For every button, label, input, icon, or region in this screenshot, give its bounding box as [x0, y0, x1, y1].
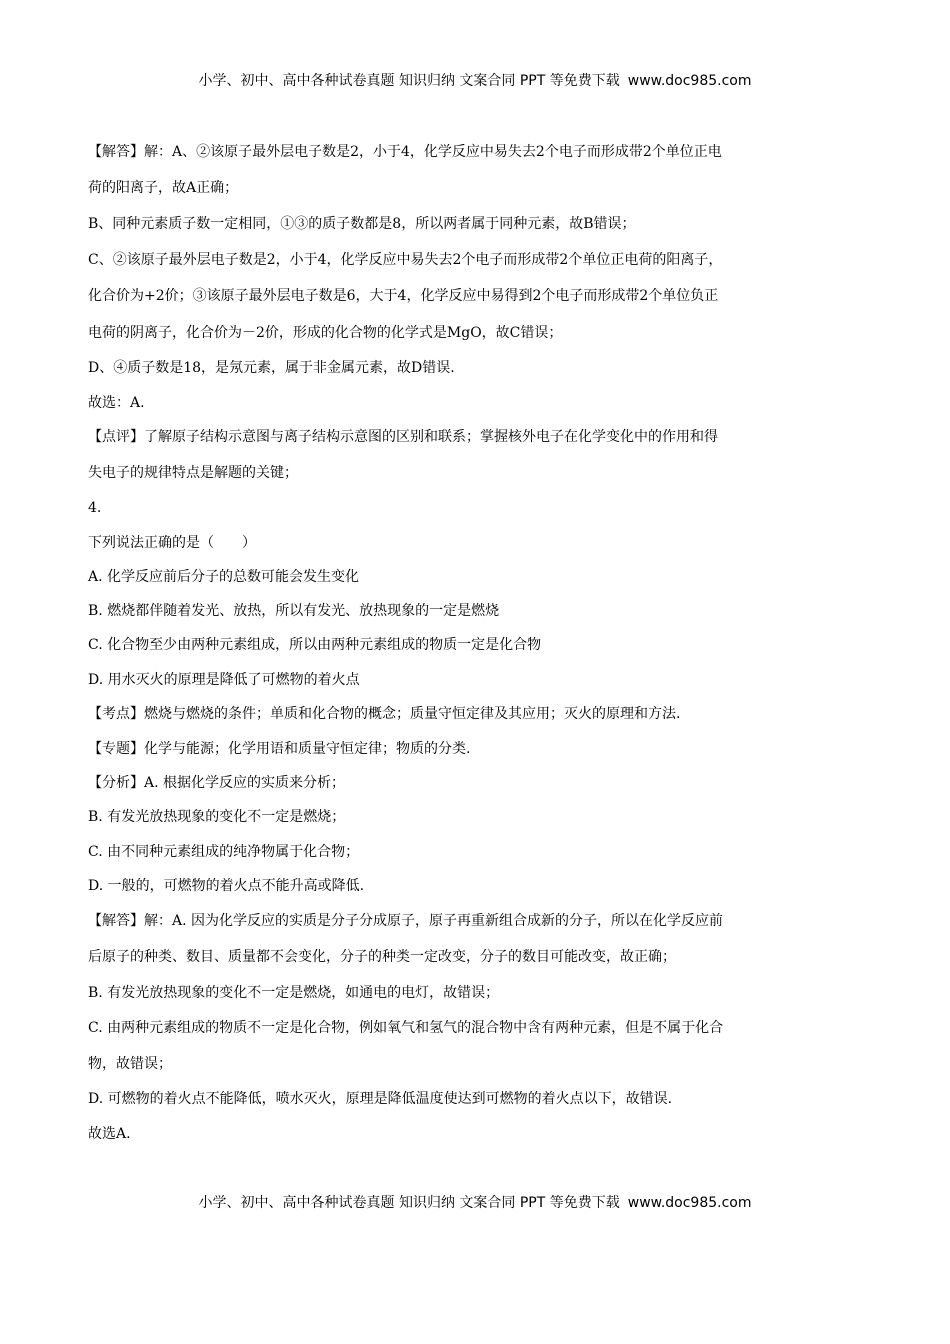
- text-line: C. 由不同种元素组成的纯净物属于化合物；: [88, 844, 360, 860]
- text-line: 故选A.: [88, 1126, 131, 1142]
- text-line: B. 燃烧都伴随着发光、放热，所以有发光、放热现象的一定是燃烧: [88, 603, 500, 619]
- text-line: 【分析】A. 根据化学反应的实质来分析；: [88, 775, 346, 791]
- text-line: 荷的阳离子，故A正确；: [88, 180, 239, 196]
- header-text: 小学、初中、高中各种试卷真题 知识归纳 文案合同 PPT 等免费下载: [198, 73, 620, 89]
- text-line: A. 化学反应前后分子的总数可能会发生变化: [88, 569, 360, 585]
- text-line: 失电子的规律特点是解题的关键；: [88, 465, 298, 481]
- text-line: C. 由两种元素组成的物质不一定是化合物，例如氧气和氢气的混合物中含有两种元素，但是不属于化合: [88, 1020, 724, 1036]
- page-header: [0, 70, 950, 90]
- footer-text: 小学、初中、高中各种试卷真题 知识归纳 文案合同 PPT 等免费下载: [198, 1195, 620, 1211]
- text-line: B、同种元素质子数一定相同，①③的质子数都是8，所以两者属于同种元素，故B错误；: [88, 216, 636, 232]
- text-line: 4.: [88, 500, 102, 516]
- text-line: 【解答】解：A. 因为化学反应的实质是分子分成原子，原子再重新组合成新的分子，所以在化学反应前: [88, 913, 724, 929]
- text-line: D. 一般的，可燃物的着火点不能升高或降低.: [88, 878, 365, 894]
- text-line: 化合价为+2价；③该原子最外层电子数是6，大于4，化学反应中易得到2个电子而形成带2个单位负正: [88, 288, 719, 304]
- text-line: B. 有发光放热现象的变化不一定是燃烧，如通电的电灯，故错误；: [88, 985, 500, 1001]
- text-line: 【点评】了解原子结构示意图与离子结构示意图的区别和联系；掌握核外电子在化学变化中的作用和得: [88, 429, 718, 445]
- text-line: D. 可燃物的着火点不能降低，喷水灭火，原理是降低温度使达到可燃物的着火点以下，故错误.: [88, 1091, 673, 1107]
- page-footer: [0, 1192, 950, 1212]
- text-line: 故选：A.: [88, 395, 145, 411]
- text-line: 电荷的阴离子，化合价为－2价，形成的化合物的化学式是MgO，故C错误；: [88, 325, 563, 341]
- text-line: C、②该原子最外层电子数是2，小于4，化学反应中易失去2个电子而形成带2个单位正电荷的阳离子，: [88, 252, 723, 268]
- text-line: 【考点】燃烧与燃烧的条件；单质和化合物的概念；质量守恒定律及其应用；灭火的原理和方法.: [88, 706, 681, 722]
- text-line: C. 化合物至少由两种元素组成，所以由两种元素组成的物质一定是化合物: [88, 637, 542, 653]
- text-line: 【解答】解：A、②该原子最外层电子数是2，小于4，化学反应中易失去2个电子而形成带2个单位正电: [88, 144, 722, 160]
- text-line: 【专题】化学与能源；化学用语和质量守恒定律；物质的分类.: [88, 741, 471, 757]
- text-line: 后原子的种类、数目、质量都不会变化，分子的种类一定改变，分子的数目可能改变，故正确；: [88, 949, 676, 965]
- text-line: 物，故错误；: [88, 1056, 172, 1072]
- footer-url: www.doc985.com: [627, 1195, 752, 1211]
- text-line: 下列说法正确的是（ ）: [88, 535, 256, 551]
- text-line: D. 用水灭火的原理是降低了可燃物的着火点: [88, 672, 360, 688]
- header-url: www.doc985.com: [627, 73, 752, 89]
- text-line: B. 有发光放热现象的变化不一定是燃烧；: [88, 809, 346, 825]
- text-line: D、④质子数是18，是氖元素，属于非金属元素，故D错误.: [88, 360, 455, 376]
